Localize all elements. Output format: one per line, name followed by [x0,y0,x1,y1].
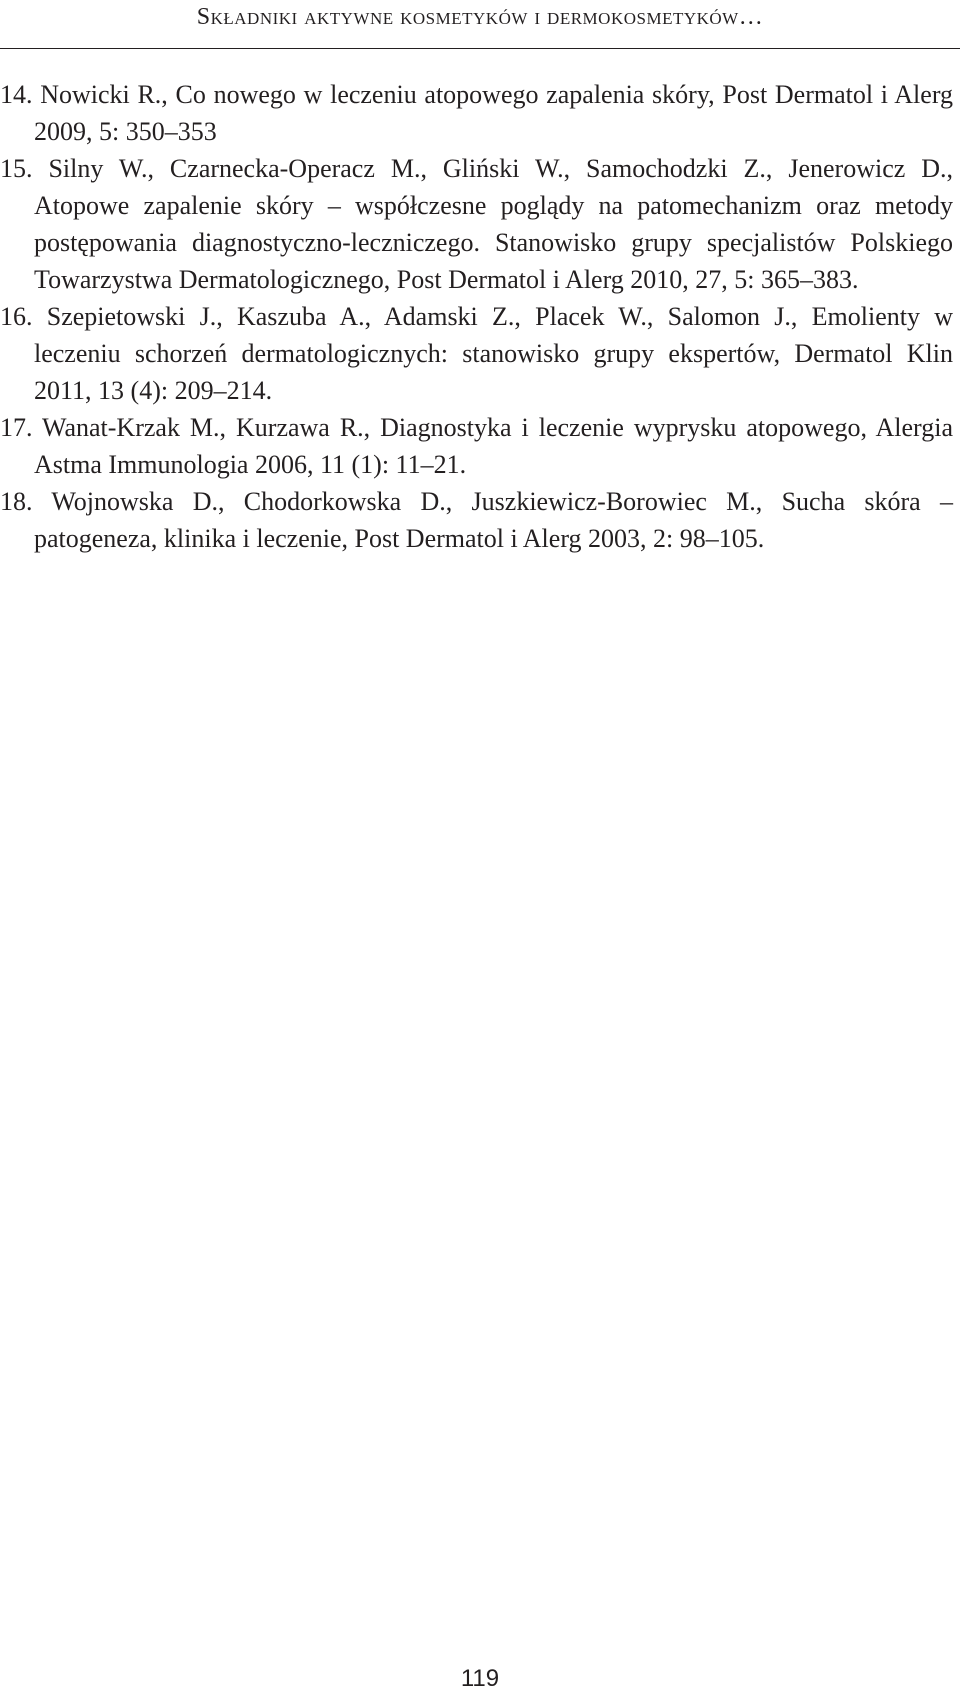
reference-item-15 [0,150,953,298]
page-number: 119 [460,1665,500,1692]
reference-item-17 [0,409,953,483]
reference-item-16 [0,298,953,409]
header-rule [0,48,960,49]
reference-item-18 [0,483,953,557]
reference-number: 15. [0,154,33,183]
reference-text: Silny W., Czarnecka-Operacz M., Gliński W., Samochodzki Z., Jenerowicz D., Atopowe zapalenie skóry – współczesne poglądy na patomechanizm oraz metody postępowania diagnostyczno-leczniczego. Stanowisko grupy specjalistów Polskiego Towarzystwa Dermatologicznego, Post Dermatol i Alerg 2010, 27, 5: 365–383. [34,154,953,294]
reference-text: Wojnowska D., Chodorkowska D., Juszkiewicz-Borowiec M., Sucha skóra – patogeneza, klinika i leczenie, Post Dermatol i Alerg 2003, 2: 98–105. [34,487,953,553]
reference-text: Nowicki R., Co nowego w leczeniu atopowego zapalenia skóry, Post Dermatol i Alerg 2009, 5: 350–353 [34,80,954,146]
reference-text: Wanat-Krzak M., Kurzawa R., Diagnostyka i leczenie wyprysku atopowego, Alergia Astma Immunologia 2006, 11 (1): 11–21. [34,413,953,479]
reference-number: 16. [0,302,33,331]
running-title: Składniki aktywne kosmetyków i dermokosmetyków… [196,4,764,30]
reference-number: 14. [0,80,33,109]
reference-number: 18. [0,487,33,516]
reference-list [0,76,953,557]
reference-text: Szepietowski J., Kaszuba A., Adamski Z., Placek W., Salomon J., Emolienty w leczeniu schorzeń dermatologicznych: stanowisko grupy ekspertów, Dermatol Klin 2011, 13 (4): 209–214. [34,302,953,405]
reference-number: 17. [0,413,33,442]
reference-item-14 [0,76,953,150]
